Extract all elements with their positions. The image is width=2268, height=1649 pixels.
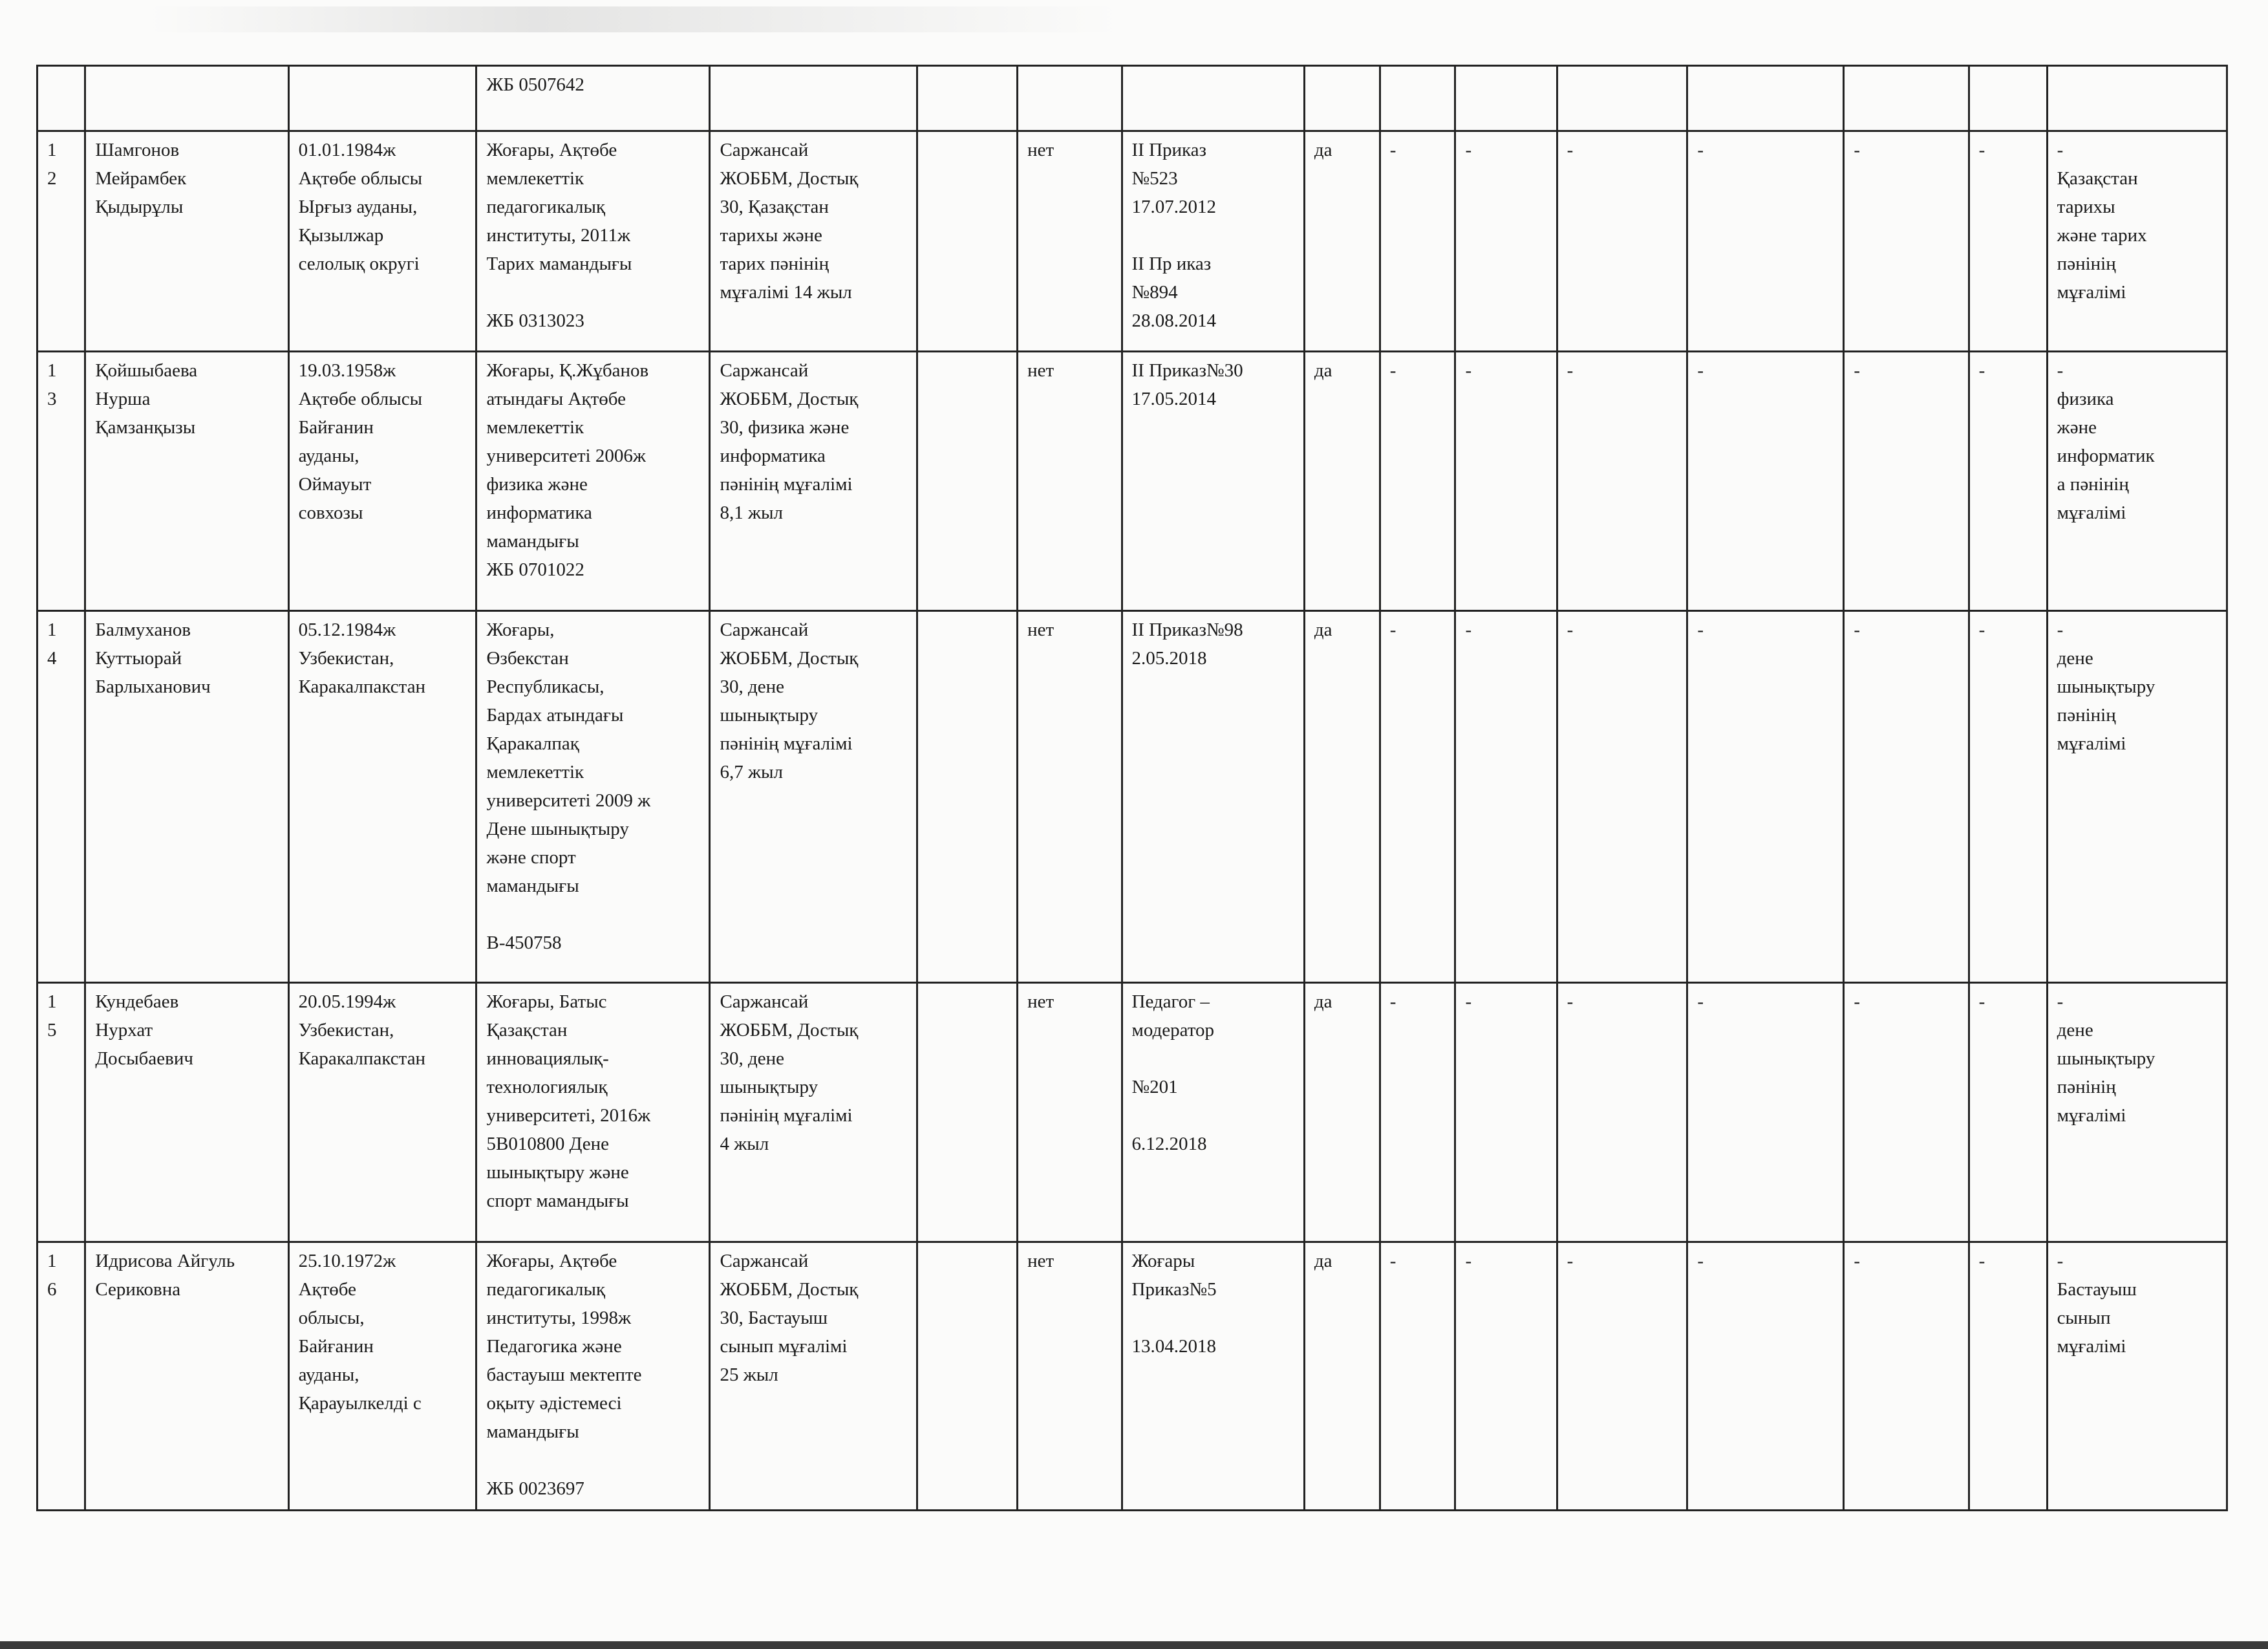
cell-col7: нет	[1018, 1242, 1122, 1511]
cell-dash	[1844, 66, 1969, 131]
cell-category: II Приказ№30 17.05.2014	[1122, 352, 1304, 611]
cell-col6	[917, 131, 1018, 352]
cell-col6	[917, 1242, 1018, 1511]
cell-dash-subject	[2047, 983, 2227, 1242]
cell-dash-subject	[2047, 611, 2227, 983]
cell-dash: -	[1380, 1242, 1455, 1511]
cell-col7: нет	[1018, 983, 1122, 1242]
cell-dash-inline: -	[2057, 1251, 2064, 1271]
scan-bottom-edge	[0, 1641, 2268, 1649]
cell-dash: -	[1557, 352, 1687, 611]
cell-name	[85, 66, 288, 131]
cell-col7	[1018, 66, 1122, 131]
cell-dash: -	[1844, 131, 1969, 352]
cell-dash: -	[1687, 983, 1844, 1242]
cell-col9: да	[1304, 131, 1380, 352]
cell-birth	[288, 66, 476, 131]
cell-dash: -	[1844, 983, 1969, 1242]
cell-dash: -	[1455, 352, 1557, 611]
cell-workplace: Саржансай ЖОББМ, Достық 30, дене шынықтыру пәнінің мұғалімі 4 жыл	[710, 983, 917, 1242]
cell-dash: -	[1557, 131, 1687, 352]
cell-education: Жоғары, Өзбекстан Республикасы, Бардах атындағы Қаракалпақ мемлекеттік университеті 2009 ж Дене шынықтыру және спорт мамандығы В-450758	[476, 611, 710, 983]
cell-col9: да	[1304, 1242, 1380, 1511]
cell-category: II Приказ№98 2.05.2018	[1122, 611, 1304, 983]
cell-name: Идрисова Айгуль Сериковна	[85, 1242, 288, 1511]
table-row	[37, 1242, 2227, 1511]
cell-dash: -	[1687, 352, 1844, 611]
cell-education: Жоғары, Ақтөбе мемлекеттік педагогикалық институты, 2011ж Тарих мамандығы ЖБ 0313023	[476, 131, 710, 352]
cell-col9: да	[1304, 611, 1380, 983]
cell-dash: -	[1687, 1242, 1844, 1511]
cell-col6	[917, 611, 1018, 983]
cell-birth: 01.01.1984ж Ақтөбе облысы Ырғыз ауданы, Қызылжар селолық округі	[288, 131, 476, 352]
cell-subject	[2047, 66, 2227, 131]
cell-dash	[1380, 66, 1455, 131]
staff-records-table	[36, 65, 2228, 1511]
cell-subject: дене шынықтыру пәнінің мұғалімі	[2057, 1020, 2156, 1126]
cell-col6	[917, 352, 1018, 611]
cell-col9: да	[1304, 352, 1380, 611]
cell-col6	[917, 983, 1018, 1242]
cell-name: Балмуханов Куттыорай Барлыханович	[85, 611, 288, 983]
cell-birth: 19.03.1958ж Ақтөбе облысы Байғанин ауданы, Оймауыт совхозы	[288, 352, 476, 611]
cell-dash	[1969, 66, 2047, 131]
cell-category	[1122, 66, 1304, 131]
cell-workplace: Саржансай ЖОББМ, Достық 30, дене шынықтыру пәнінің мұғалімі 6,7 жыл	[710, 611, 917, 983]
cell-no: 1 6	[37, 1242, 85, 1511]
table-row-partial	[37, 66, 2227, 131]
cell-dash: -	[1380, 611, 1455, 983]
cell-col9	[1304, 66, 1380, 131]
cell-dash	[1687, 66, 1844, 131]
cell-col7: нет	[1018, 131, 1122, 352]
cell-dash: -	[1455, 1242, 1557, 1511]
cell-birth: 25.10.1972ж Ақтөбе облысы, Байғанин ауданы, Қарауылкелді с	[288, 1242, 476, 1511]
cell-dash: -	[1844, 611, 1969, 983]
table-row	[37, 131, 2227, 352]
table-row	[37, 611, 2227, 983]
cell-dash: -	[1844, 352, 1969, 611]
cell-name: Шамгонов Мейрамбек Қыдырұлы	[85, 131, 288, 352]
cell-dash: -	[1969, 352, 2047, 611]
cell-birth: 20.05.1994ж Узбекистан, Каракалпакстан	[288, 983, 476, 1242]
cell-no: 1 4	[37, 611, 85, 983]
cell-dash-inline: -	[2057, 360, 2064, 381]
scan-smudge	[149, 6, 1118, 32]
cell-col7: нет	[1018, 352, 1122, 611]
cell-category: Педагог – модератор №201 6.12.2018	[1122, 983, 1304, 1242]
cell-dash: -	[1455, 983, 1557, 1242]
cell-dash: -	[1969, 611, 2047, 983]
cell-category: Жоғары Приказ№5 13.04.2018	[1122, 1242, 1304, 1511]
cell-dash: -	[1969, 131, 2047, 352]
cell-dash: -	[1380, 983, 1455, 1242]
cell-subject: дене шынықтыру пәнінің мұғалімі	[2057, 648, 2156, 754]
cell-category: II Приказ №523 17.07.2012 II Пр иказ №894 28.08.2014	[1122, 131, 1304, 352]
cell-dash: -	[1844, 1242, 1969, 1511]
table-row	[37, 352, 2227, 611]
cell-dash-inline: -	[2057, 991, 2064, 1012]
table-row	[37, 983, 2227, 1242]
cell-dash: -	[1380, 131, 1455, 352]
cell-subject: физика және информатик а пәнінің мұғалімі	[2057, 389, 2155, 523]
cell-col9: да	[1304, 983, 1380, 1242]
cell-name: Қойшыбаева Нурша Қамзанқызы	[85, 352, 288, 611]
cell-dash: -	[1557, 1242, 1687, 1511]
cell-no: 1 5	[37, 983, 85, 1242]
cell-subject: Қазақстан тарихы және тарих пәнінің мұғалімі	[2057, 168, 2147, 303]
cell-col7: нет	[1018, 611, 1122, 983]
cell-dash	[1455, 66, 1557, 131]
cell-workplace: Саржансай ЖОББМ, Достық 30, Қазақстан тарихы және тарих пәнінің мұғалімі 14 жыл	[710, 131, 917, 352]
cell-dash: -	[1380, 352, 1455, 611]
cell-no	[37, 66, 85, 131]
cell-workplace	[710, 66, 917, 131]
cell-dash-subject	[2047, 131, 2227, 352]
cell-birth: 05.12.1984ж Узбекистан, Каракалпакстан	[288, 611, 476, 983]
cell-dash: -	[1969, 983, 2047, 1242]
cell-dash: -	[1455, 611, 1557, 983]
cell-col6	[917, 66, 1018, 131]
cell-workplace: Саржансай ЖОББМ, Достық 30, физика және информатика пәнінің мұғалімі 8,1 жыл	[710, 352, 917, 611]
cell-dash	[1557, 66, 1687, 131]
cell-dash-subject	[2047, 352, 2227, 611]
cell-dash: -	[1557, 611, 1687, 983]
cell-name: Кундебаев Нурхат Досыбаевич	[85, 983, 288, 1242]
cell-education: ЖБ 0507642	[476, 66, 710, 131]
cell-dash: -	[1687, 611, 1844, 983]
cell-no: 1 3	[37, 352, 85, 611]
cell-dash: -	[1455, 131, 1557, 352]
cell-dash-inline: -	[2057, 140, 2064, 160]
cell-dash: -	[1687, 131, 1844, 352]
cell-dash-inline: -	[2057, 620, 2064, 640]
cell-education: Жоғары, Батыс Қазақстан инновациялық- технологиялық университеті, 2016ж 5В010800 Дене шынықтыру және спорт мамандығы	[476, 983, 710, 1242]
cell-no: 1 2	[37, 131, 85, 352]
cell-workplace: Саржансай ЖОББМ, Достық 30, Бастауыш сынып мұғалімі 25 жыл	[710, 1242, 917, 1511]
cell-education: Жоғары, Ақтөбе педагогикалық институты, 1998ж Педагогика және бастауыш мектепте оқыту әдістемесі мамандығы ЖБ 0023697	[476, 1242, 710, 1511]
cell-subject: Бастауыш сынып мұғалімі	[2057, 1279, 2137, 1357]
cell-education: Жоғары, Қ.Жұбанов атындағы Ақтөбе мемлекеттік университеті 2006ж физика және информатика мамандығы ЖБ 0701022	[476, 352, 710, 611]
cell-dash-subject	[2047, 1242, 2227, 1511]
cell-dash: -	[1557, 983, 1687, 1242]
cell-dash: -	[1969, 1242, 2047, 1511]
